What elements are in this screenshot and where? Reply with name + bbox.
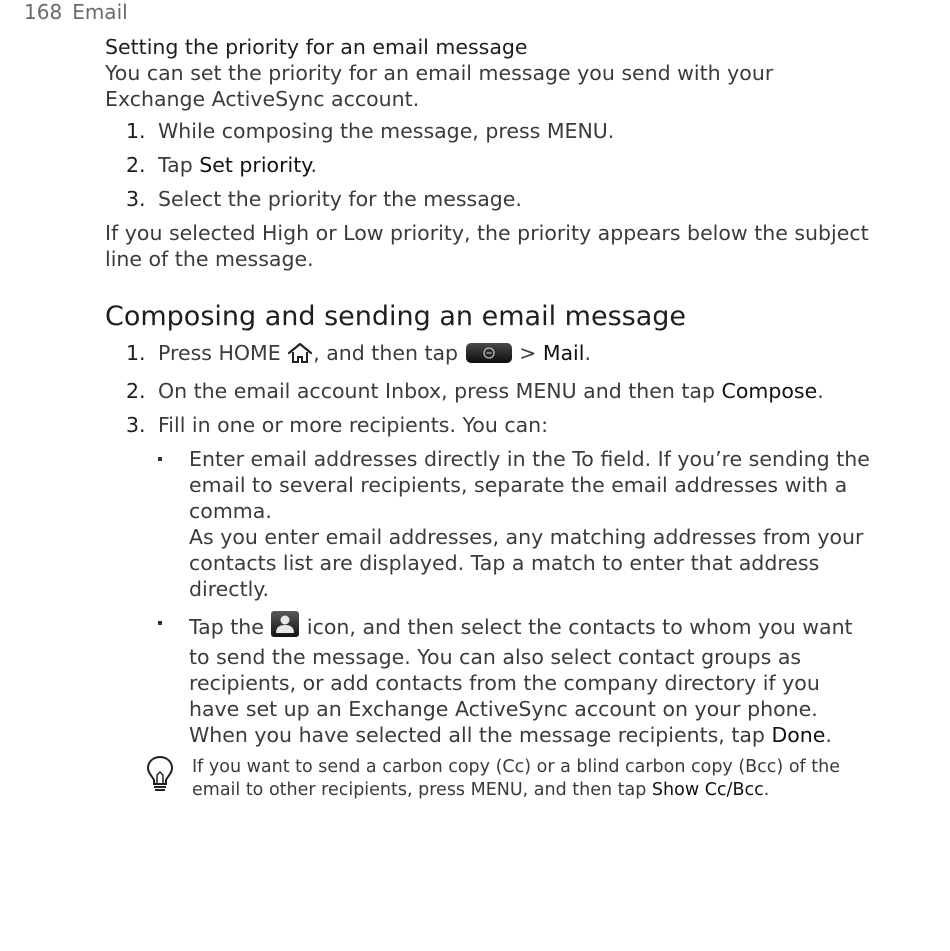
compose-term: Compose: [721, 379, 818, 403]
list-item: [105, 186, 875, 212]
all-apps-icon: [465, 342, 513, 370]
bullet-item: [158, 610, 875, 748]
bullet-item: [158, 446, 875, 602]
step-text: While composing the message, press MENU.: [158, 119, 615, 143]
step-number: 2.: [126, 379, 146, 403]
bullet-marker: [158, 457, 162, 461]
tip-text: If you want to send a carbon copy (Cc) or a blind carbon copy (Bcc) of the email to other recipients, press MENU, and then tap: [192, 757, 840, 800]
step-text: .: [817, 379, 824, 403]
page-number: 168: [24, 0, 63, 24]
list-item: [105, 118, 875, 144]
priority-intro: You can set the priority for an email message you send with your Exchange ActiveSync account.: [105, 61, 774, 111]
tip-text: .: [763, 780, 770, 800]
tip-box: [105, 756, 852, 802]
step-text: Select the priority for the message.: [158, 187, 522, 211]
step-number: 1.: [126, 119, 146, 143]
lightbulb-icon: [145, 754, 175, 801]
list-item: [105, 378, 875, 404]
recipient-options: [158, 446, 875, 748]
step-number: 1.: [126, 341, 146, 365]
bullet-text: .: [825, 723, 832, 747]
contacts-icon: [270, 610, 300, 644]
step-text: On the email account Inbox, press MENU and then tap: [158, 379, 722, 403]
list-item: [105, 152, 875, 178]
step-text: .: [584, 341, 591, 365]
bullet-text: icon, and then select the contacts to whom you want to send the message. You can also select contact groups as recipients, or add contacts from the company directory if you have set up an Exchange ActiveSync account on your phone. When you have selected all the message recipients, tap: [189, 615, 853, 747]
step-text: >: [512, 341, 543, 365]
page-content: [105, 34, 875, 802]
bullet-marker: [158, 621, 162, 625]
step-number: 2.: [126, 153, 146, 177]
bullet-list: [158, 446, 875, 748]
step-text: , and then tap: [313, 341, 465, 365]
mail-term: Mail: [542, 341, 585, 365]
priority-note: If you selected High or Low priority, the priority appears below the subject line of the message.: [105, 221, 869, 271]
step-text: Tap: [158, 153, 200, 177]
bullet-text: Enter email addresses directly in the To field. If you’re sending the email to several recipients, separate the email addresses with a comma.: [189, 447, 870, 523]
list-item: [105, 340, 875, 370]
bullet-text: Tap the: [189, 615, 271, 639]
section-title: Composing and sending an email message: [105, 301, 687, 332]
page-header: [24, 0, 128, 24]
priority-heading: Setting the priority for an email message: [105, 35, 528, 59]
step-text: Fill in one or more recipients. You can:: [158, 413, 549, 437]
chapter-title: Email: [72, 0, 128, 24]
home-icon: [287, 342, 313, 370]
priority-steps: [105, 118, 875, 212]
show-cc-bcc-term: Show Cc/Bcc: [651, 780, 764, 800]
step-number: 3.: [126, 187, 146, 211]
step-text: .: [310, 153, 317, 177]
set-priority-term: Set priority: [199, 153, 311, 177]
bullet-text: As you enter email addresses, any matching addresses from your contacts list are displayed. Tap a match to enter that address directly.: [189, 525, 864, 601]
step-text: Press HOME: [158, 341, 288, 365]
step-number: 3.: [126, 413, 146, 437]
done-term: Done: [771, 723, 826, 747]
compose-steps: [105, 340, 875, 438]
list-item: [105, 412, 875, 438]
